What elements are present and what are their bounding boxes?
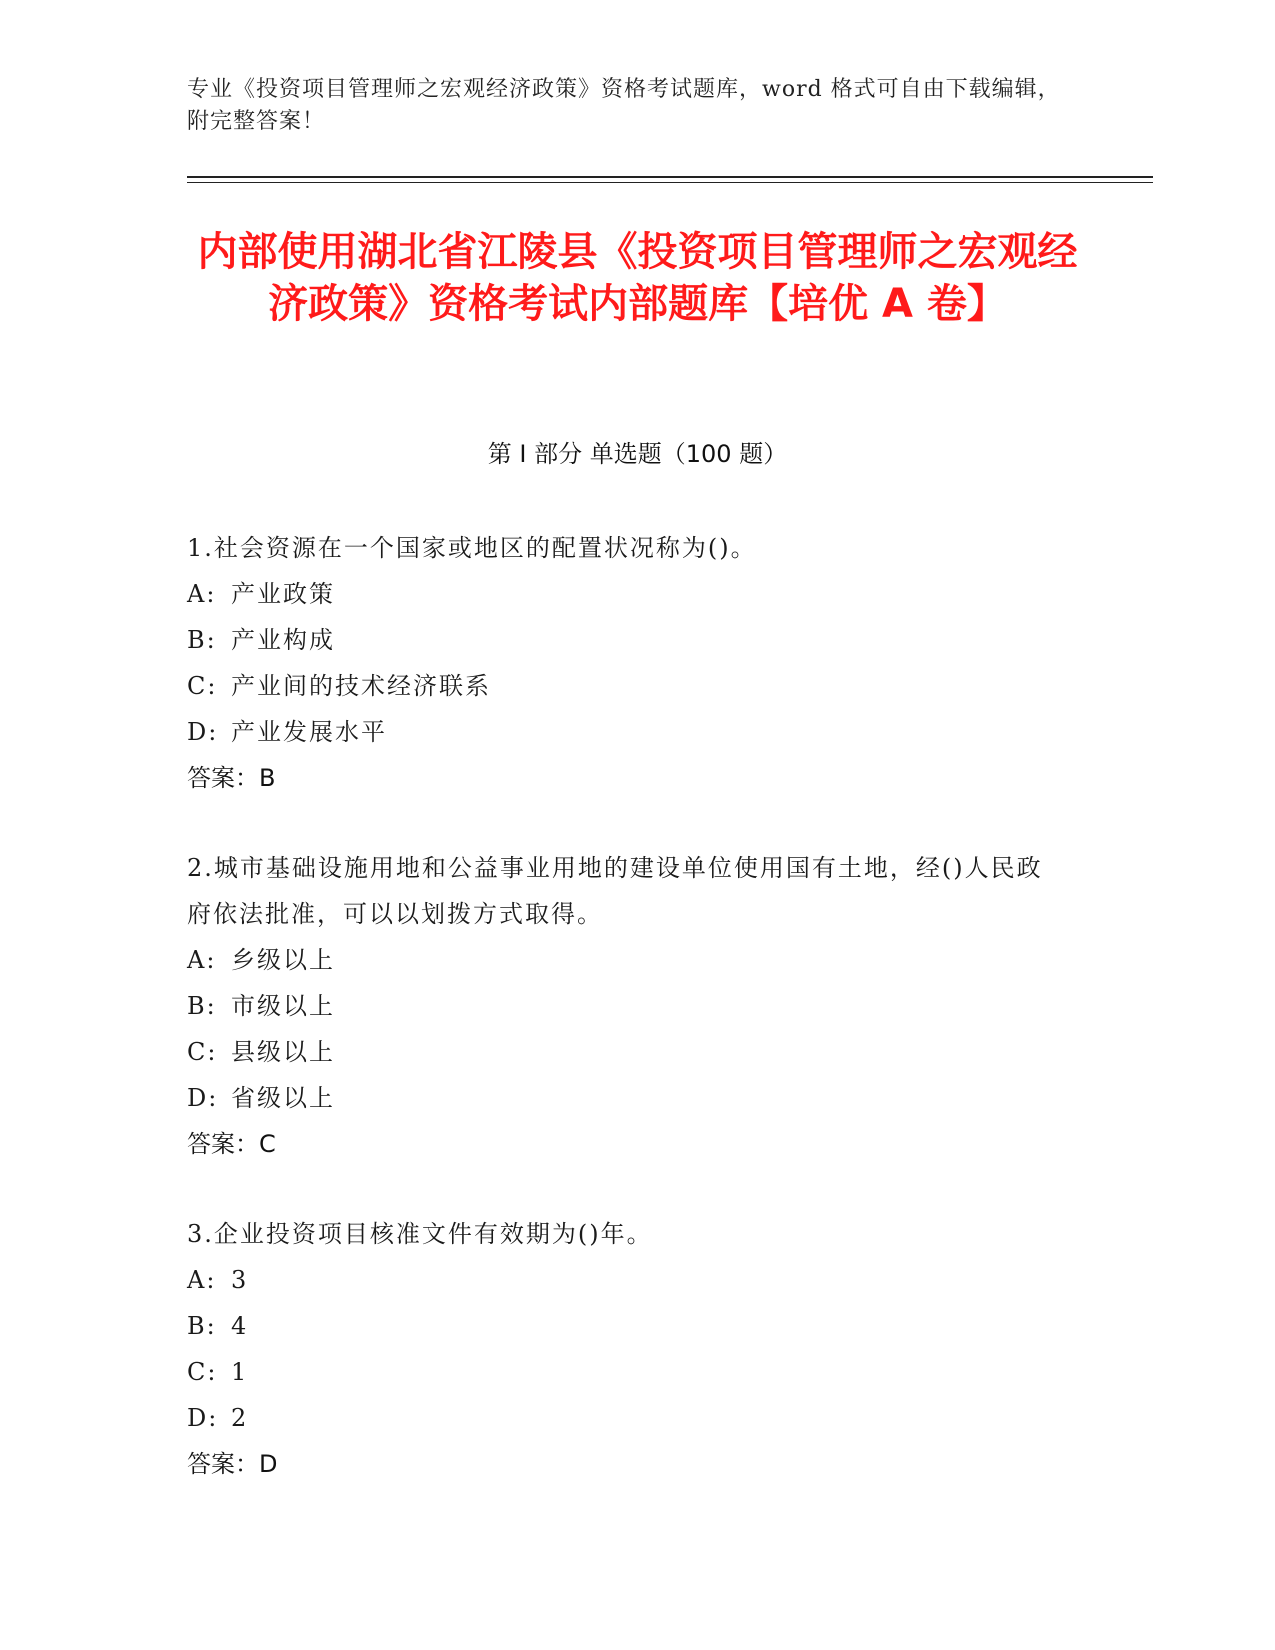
option-d bbox=[187, 1395, 1067, 1441]
option-c bbox=[187, 663, 1067, 709]
option-letter: C: bbox=[187, 672, 218, 700]
question-stem: 3.企业投资项目核准文件有效期为()年。 bbox=[187, 1220, 653, 1248]
option-letter: B: bbox=[187, 626, 217, 654]
header-note: 专业《投资项目管理师之宏观经济政策》资格考试题库，word 格式可自由下载编辑，附完整答案！ bbox=[187, 77, 1061, 134]
option-text: 3 bbox=[231, 1266, 249, 1294]
option-text: 4 bbox=[231, 1312, 249, 1340]
option-letter: C: bbox=[187, 1038, 218, 1066]
question-1 bbox=[187, 525, 1067, 801]
option-text: 县级以上 bbox=[231, 1038, 335, 1066]
option-text: 2 bbox=[231, 1404, 249, 1432]
answer: 答案：B bbox=[187, 764, 276, 792]
option-text: 市级以上 bbox=[231, 992, 335, 1020]
option-d bbox=[187, 709, 1067, 755]
option-text: 1 bbox=[231, 1358, 249, 1386]
option-letter: B: bbox=[187, 992, 217, 1020]
question-2 bbox=[187, 845, 1067, 1167]
question-list bbox=[187, 525, 1067, 1531]
question-3 bbox=[187, 1211, 1067, 1487]
option-a bbox=[187, 1257, 1067, 1303]
option-a bbox=[187, 571, 1067, 617]
question-stem: 2.城市基础设施用地和公益事业用地的建设单位使用国有土地，经()人民政府依法批准，可以以划拨方式取得。 bbox=[187, 854, 1043, 928]
option-b bbox=[187, 1303, 1067, 1349]
option-letter: D: bbox=[187, 1084, 219, 1112]
option-letter: A: bbox=[187, 946, 217, 974]
option-text: 产业政策 bbox=[231, 580, 335, 608]
option-text: 省级以上 bbox=[231, 1084, 335, 1112]
option-b bbox=[187, 983, 1067, 1029]
option-text: 产业发展水平 bbox=[231, 718, 387, 746]
option-d bbox=[187, 1075, 1067, 1121]
option-letter: A: bbox=[187, 580, 217, 608]
option-letter: D: bbox=[187, 1404, 219, 1432]
header-rule-thick bbox=[187, 176, 1153, 178]
option-b bbox=[187, 617, 1067, 663]
option-letter: D: bbox=[187, 718, 219, 746]
option-a bbox=[187, 937, 1067, 983]
section-title: 第 I 部分 单选题（100 题） bbox=[487, 440, 788, 468]
option-c bbox=[187, 1029, 1067, 1075]
answer: 答案：D bbox=[187, 1450, 278, 1478]
document-title: 内部使用湖北省江陵县《投资项目管理师之宏观经济政策》资格考试内部题库【培优 A 卷】 bbox=[197, 229, 1078, 327]
option-text: 产业构成 bbox=[231, 626, 335, 654]
option-text: 产业间的技术经济联系 bbox=[231, 672, 491, 700]
header-rule-thin bbox=[187, 182, 1153, 183]
option-text: 乡级以上 bbox=[231, 946, 335, 974]
option-letter: A: bbox=[187, 1266, 217, 1294]
answer: 答案：C bbox=[187, 1130, 276, 1158]
option-c bbox=[187, 1349, 1067, 1395]
option-letter: B: bbox=[187, 1312, 217, 1340]
question-stem: 1.社会资源在一个国家或地区的配置状况称为()。 bbox=[187, 534, 757, 562]
option-letter: C: bbox=[187, 1358, 218, 1386]
